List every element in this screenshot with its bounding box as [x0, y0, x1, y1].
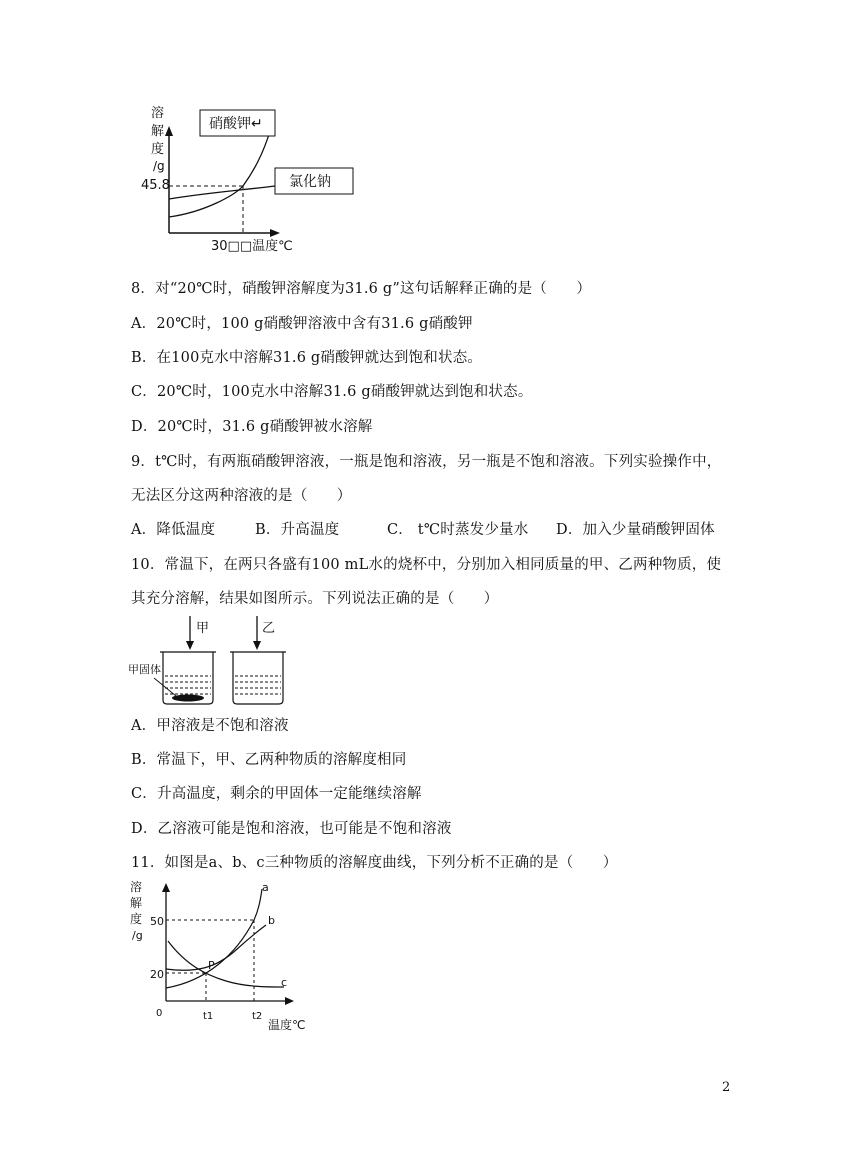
fig3-x-tick-t2: t2 [252, 1011, 263, 1022]
q9-options [131, 518, 715, 539]
beaker-jia-liquid [165, 676, 211, 694]
fig1-x-label: 30□□温度℃ [211, 239, 293, 254]
yi-label: 乙 [262, 621, 276, 636]
q9-option-c: C． t℃时蒸发少量水 [387, 522, 529, 538]
fig3-y-tick-50: 50 [150, 915, 164, 928]
q8-option-b: B．在100克水中溶解31.6 g硝酸钾就达到饱和状态。 [131, 350, 483, 366]
q8-option-c: C．20℃时，100克水中溶解31.6 g硝酸钾就达到饱和状态。 [131, 384, 533, 400]
solubility-figure-1 [125, 100, 365, 255]
fig1-y-arrow [165, 126, 173, 136]
page-number: 2 [722, 1080, 731, 1095]
yi-arrow-head [253, 641, 261, 650]
q9-stem-line-1: 9．t℃时，有两瓶硝酸钾溶液，一瓶是饱和溶液，另一瓶是不饱和溶液。下列实验操作中， [131, 454, 722, 470]
fig1-y-label-3: 度 [151, 142, 165, 157]
fig1-nacl-curve [169, 186, 275, 199]
fig1-y-label-4: /g [153, 159, 165, 173]
fig3-x-label: 温度℃ [268, 1018, 306, 1032]
q9-option-b: B．升高温度 [255, 522, 340, 538]
fig3-point-p: P [208, 959, 215, 972]
jia-solid-label: 甲固体 [128, 663, 161, 676]
fig3-y-arrow [162, 883, 170, 892]
fig3-x-arrow [285, 997, 294, 1005]
q8-option-a: A．20℃时，100 g硝酸钾溶液中含有31.6 g硝酸钾 [131, 316, 473, 332]
q10-stem-line-1: 10．常温下，在两只各盛有100 mL水的烧杯中，分别加入相同质量的甲、乙两种物质，使 [131, 557, 722, 573]
fig3-label-a: a [262, 881, 269, 894]
fig3-y-label-4: /g [132, 929, 143, 942]
fig3-y-tick-20: 20 [150, 968, 164, 981]
fig1-kno3-label: 硝酸钾↵ [209, 116, 263, 132]
fig3-y-label-3: 度 [130, 912, 143, 926]
q10-stem-line-2: 其充分溶解，结果如图所示。下列说法正确的是（ ） [131, 591, 499, 607]
beaker-yi-liquid [235, 676, 281, 694]
fig1-y-label-1: 溶 [151, 106, 165, 121]
fig3-x-tick-t1: t1 [203, 1011, 214, 1022]
fig1-kno3-curve [169, 128, 271, 217]
q9-option-a: A．降低温度 [131, 522, 216, 538]
jia-label: 甲 [196, 621, 210, 636]
q11-stem: 11．如图是a、b、c三种物质的溶解度曲线，下列分析不正确的是（ ） [131, 855, 618, 871]
fig3-origin: 0 [156, 1008, 163, 1019]
fig3-y-label-2: 解 [130, 896, 143, 910]
q10-option-b: B．常温下，甲、乙两种物质的溶解度相同 [131, 752, 407, 768]
fig3-curve-b [166, 925, 266, 970]
q8-stem: 8．对“20℃时，硝酸钾溶解度为31.6 g”这句话解释正确的是（ ） [131, 281, 592, 297]
q10-option-d: D．乙溶液可能是饱和溶液，也可能是不饱和溶液 [131, 821, 452, 837]
q9-option-d: D．加入少量硝酸钾固体 [556, 522, 715, 538]
q10-option-c: C．升高温度，剩余的甲固体一定能继续溶解 [131, 786, 422, 802]
jia-solid [172, 695, 204, 702]
fig1-y-label-2: 解 [151, 124, 165, 139]
solubility-figure-3 [126, 875, 326, 1040]
fig3-y-label-1: 溶 [130, 880, 143, 894]
fig3-label-b: b [268, 914, 275, 927]
jia-arrow-head [186, 641, 194, 650]
fig1-nacl-label: 氯化钠 [289, 174, 331, 190]
beakers-figure [126, 612, 326, 712]
fig1-y-value: 45.8 [141, 178, 170, 193]
q9-stem-line-2: 无法区分这两种溶液的是（ ） [131, 488, 352, 504]
fig3-curve-c [168, 941, 284, 987]
fig3-label-c: c [281, 976, 288, 989]
fig1-x-arrow [270, 229, 280, 237]
beaker-yi [233, 652, 283, 704]
q10-option-a: A．甲溶液是不饱和溶液 [131, 718, 289, 734]
q8-option-d: D．20℃时，31.6 g硝酸钾被水溶解 [131, 419, 373, 435]
jia-solid-pointer [154, 678, 176, 696]
